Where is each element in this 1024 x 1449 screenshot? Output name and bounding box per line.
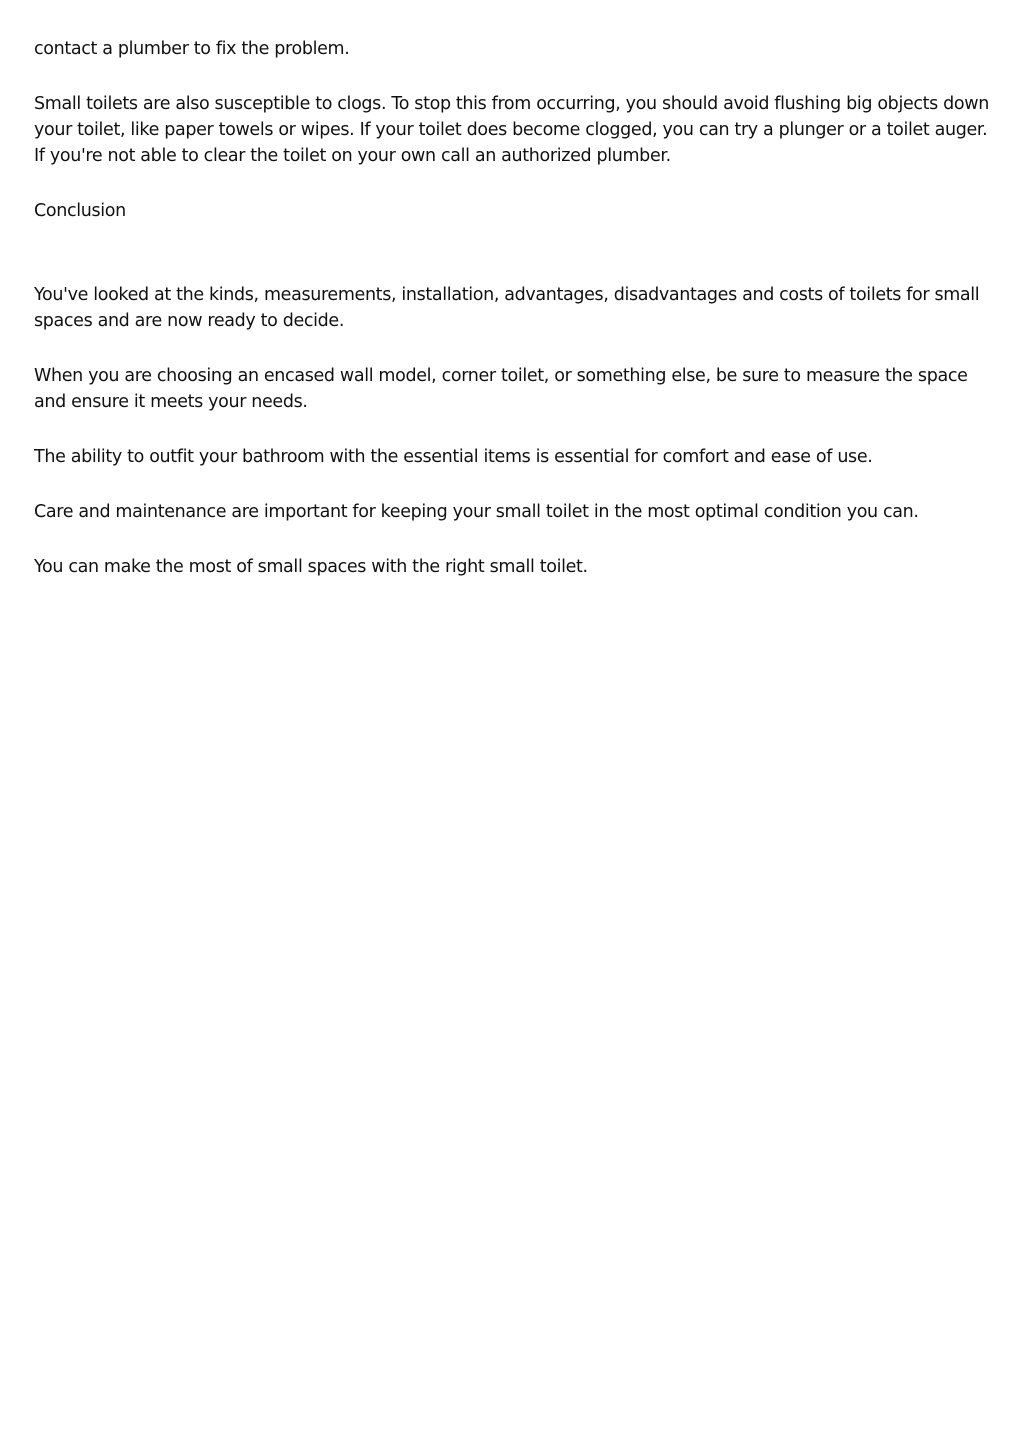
paragraph: You've looked at the kinds, measurements, installation, advantages, disadvantages and costs of toilets for small spaces and are now ready to decide. — [34, 285, 980, 331]
paragraph: The ability to outfit your bathroom with the essential items is essential for comfort and ease of use. — [34, 447, 873, 467]
section-heading: Conclusion — [34, 201, 126, 221]
paragraph: contact a plumber to fix the problem. — [34, 39, 350, 59]
paragraph: When you are choosing an encased wall model, corner toilet, or something else, be sure to measure the space and ensure it meets your needs. — [34, 366, 968, 412]
paragraph: Small toilets are also susceptible to clogs. To stop this from occurring, you should avoid flushing big objects down your toilet, like paper towels or wipes. If your toilet does become clogged, you can try a plunger or a toilet auger. If you're not able to clear the toilet on your own call an authorized plumber. — [34, 94, 989, 166]
paragraph: Care and maintenance are important for keeping your small toilet in the most optimal condition you can. — [34, 502, 919, 522]
paragraph: You can make the most of small spaces with the right small toilet. — [34, 557, 588, 577]
document-page — [34, 36, 994, 609]
